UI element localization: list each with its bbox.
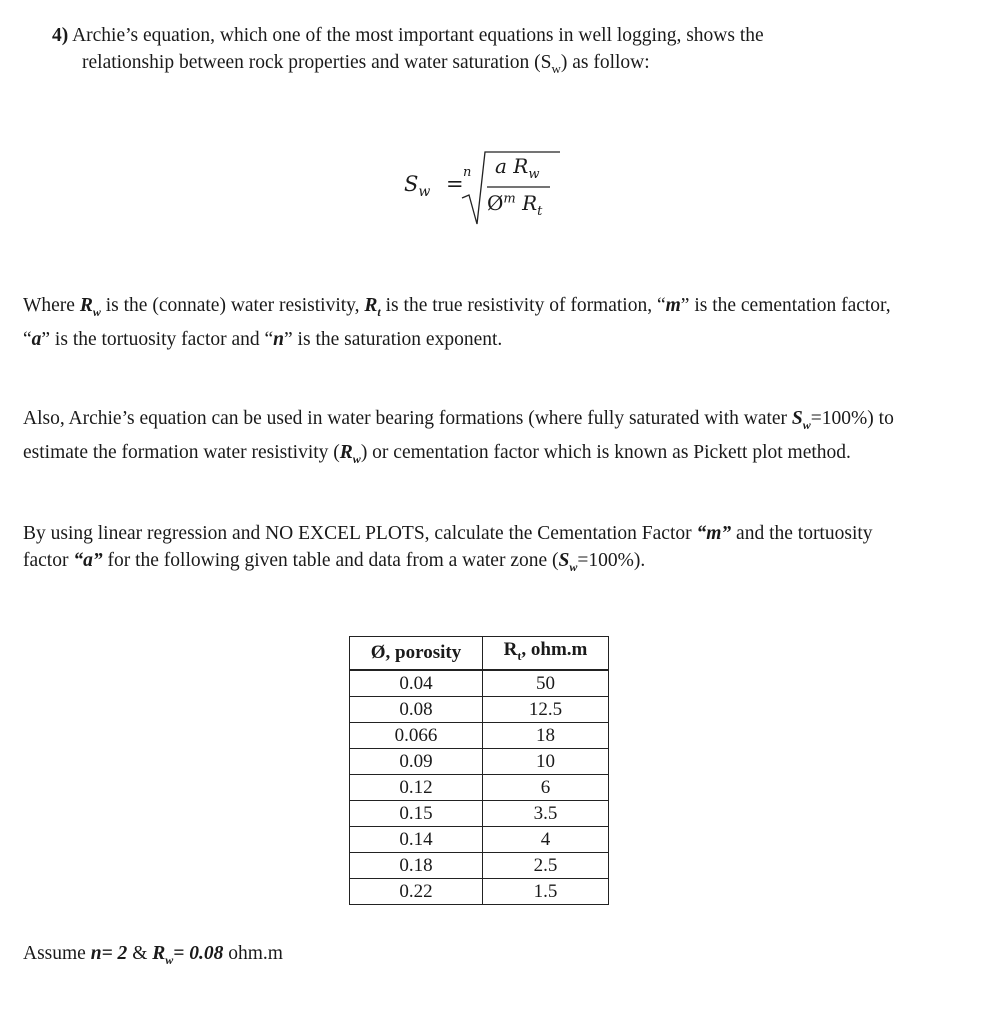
header-porosity: Ø, porosity (350, 637, 483, 670)
table-row (350, 800, 609, 826)
header-resistivity: $R_t$, ohm.m (483, 637, 609, 670)
porosity-cell: 0.15 (350, 800, 483, 826)
table-row (350, 722, 609, 748)
resistivity-cell: 10 (483, 748, 609, 774)
resistivity-cell: 3.5 (483, 800, 609, 826)
porosity-cell: 0.18 (350, 852, 483, 878)
resistivity-cell: 50 (483, 670, 609, 697)
table-row (350, 696, 609, 722)
question-text (52, 22, 952, 82)
table-row (350, 878, 609, 904)
archie-equation (390, 140, 590, 230)
table-row (350, 670, 609, 697)
question-line-2: relationship between rock properties and water saturation $(S_w)$ as follow: (82, 52, 650, 76)
porosity-resistivity-table (349, 636, 609, 905)
equation-lhs: $S_w$ (404, 172, 431, 201)
porosity-cell: 0.14 (350, 826, 483, 852)
question-number: 4) (52, 25, 69, 46)
porosity-cell: 0.09 (350, 748, 483, 774)
porosity-cell: 0.08 (350, 696, 483, 722)
also-paragraph: Also, Archie’s equation can be used in water bearing formations (where fully saturated with water $S_w=100\%$) to estimate the formation water resistivity $(R_w)$ or cementation factor which is known as Pickett plot method. (23, 408, 894, 466)
table-row (350, 748, 609, 774)
table-row (350, 852, 609, 878)
table-header-row (350, 637, 609, 670)
resistivity-cell: 1.5 (483, 878, 609, 904)
resistivity-cell: 2.5 (483, 852, 609, 878)
question-line-1: Archie’s equation, which one of the most important equations in well logging, shows the (72, 25, 764, 46)
equation-numerator: a $R_w$ (495, 154, 540, 182)
resistivity-cell: 18 (483, 722, 609, 748)
root-index: n (463, 165, 472, 180)
porosity-cell: 0.12 (350, 774, 483, 800)
table-row (350, 826, 609, 852)
resistivity-cell: 12.5 (483, 696, 609, 722)
porosity-cell: 0.22 (350, 878, 483, 904)
assumption-line: Assume n= 2 & $R_w= 0.08$ ohm.m (23, 943, 283, 967)
equation-denominator: $Ø^m$ $R_t$ (487, 191, 543, 219)
porosity-cell: 0.066 (350, 722, 483, 748)
table-row (350, 774, 609, 800)
resistivity-cell: 4 (483, 826, 609, 852)
task-paragraph: By using linear regression and NO EXCEL PLOTS, calculate the Cementation Factor “m” and the tortuosity factor “a” for the following given table and data from a water zone $(S_w=100\%)$. (23, 523, 873, 574)
where-paragraph: Where $R_w$ is the (connate) water resistivity, $R_t$ is the true resistivity of formation, “m” is the cementation factor, “a” is the tortuosity factor and “n” is the saturation exponent. (23, 295, 891, 350)
resistivity-cell: 6 (483, 774, 609, 800)
porosity-cell: 0.04 (350, 670, 483, 697)
equation-equals: = (446, 172, 464, 196)
